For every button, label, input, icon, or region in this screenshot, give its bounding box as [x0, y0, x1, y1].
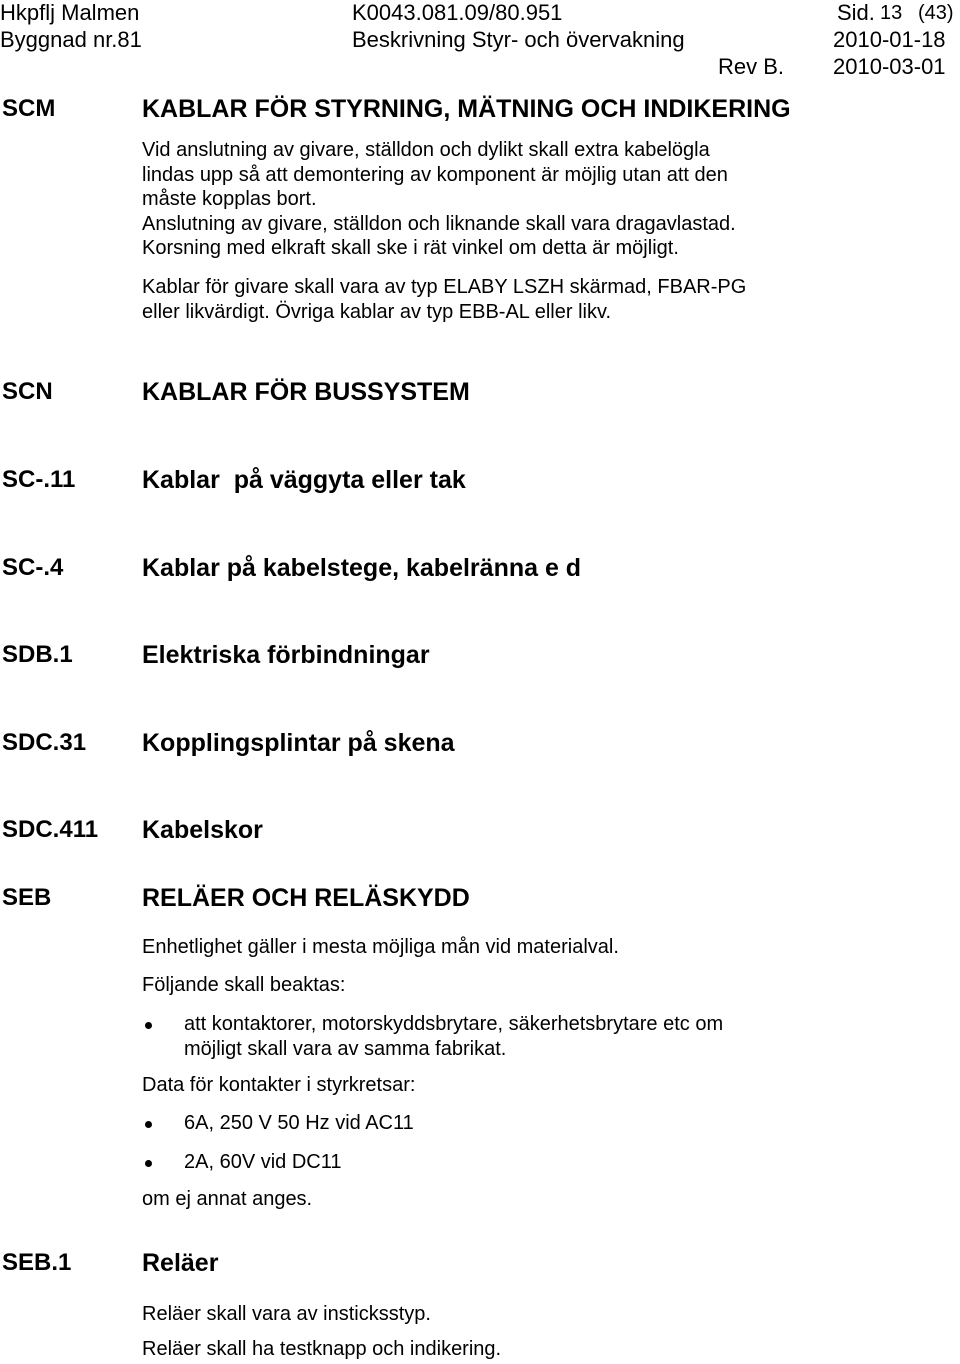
bullet-icon	[145, 1160, 152, 1167]
section-code: SEB.1	[2, 1249, 72, 1276]
paragraph-line: måste kopplas bort.	[142, 188, 317, 210]
paragraph-line: Korsning med elkraft skall ske i rät vinkel om detta är möjligt.	[142, 237, 679, 259]
section-code: SCM	[2, 95, 56, 122]
header-date: 2010-01-18	[833, 27, 946, 52]
bullet-line: att kontaktorer, motorskyddsbrytare, säkerhetsbrytare etc om	[184, 1013, 724, 1035]
header-page-label: Sid.	[837, 0, 875, 25]
bullet-line: 6A, 250 V 50 Hz vid AC11	[184, 1112, 414, 1134]
section-title: KABLAR FÖR BUSSYSTEM	[142, 378, 470, 406]
bullet-line: 2A, 60V vid DC11	[184, 1151, 342, 1173]
section-title: Kablar på kabelstege, kabelränna e d	[142, 554, 582, 582]
header-rev-label: Rev B.	[718, 54, 785, 79]
header-doc-title: Beskrivning Styr- och övervakning	[352, 27, 685, 52]
header-org: Hkpflj Malmen	[0, 0, 140, 25]
section-title: Reläer	[142, 1249, 219, 1277]
paragraph-line: eller likvärdigt. Övriga kablar av typ EBB-AL eller likv.	[142, 301, 612, 323]
paragraph-line: Vid anslutning av givare, ställdon och dylikt skall extra kabelögla	[142, 139, 710, 161]
bullet-line: möjligt skall vara av samma fabrikat.	[184, 1038, 507, 1060]
bullet-icon	[145, 1121, 152, 1128]
paragraph-line: Kablar för givare skall vara av typ ELABY LSZH skärmad, FBAR-PG	[142, 276, 747, 298]
paragraph-line: lindas upp så att demontering av komponent är möjlig utan att den	[142, 164, 728, 186]
header-page-number: 13	[880, 2, 903, 24]
section-title: Kablar på väggyta eller tak	[142, 466, 466, 494]
paragraph-line: Följande skall beaktas:	[142, 974, 346, 996]
paragraph-line: Reläer skall vara av insticksstyp.	[142, 1303, 431, 1325]
section-code: SC-.11	[2, 466, 76, 493]
header-page-total: (43)	[918, 2, 954, 24]
paragraph-line: Enhetlighet gäller i mesta möjliga mån vid materialval.	[142, 936, 619, 958]
section-code: SDB.1	[2, 641, 73, 668]
section-code: SCN	[2, 378, 53, 405]
section-title: Elektriska förbindningar	[142, 641, 430, 669]
section-code: SC-.4	[2, 554, 64, 581]
paragraph-line: om ej annat anges.	[142, 1188, 313, 1210]
paragraph-line: Anslutning av givare, ställdon och liknande skall vara dragavlastad.	[142, 213, 736, 235]
bullet-icon	[145, 1022, 152, 1029]
section-title: RELÄER OCH RELÄSKYDD	[142, 884, 470, 912]
section-code: SDC.31	[2, 729, 87, 756]
section-code: SEB	[2, 884, 52, 911]
paragraph-line: Reläer skall ha testknapp och indikering.	[142, 1338, 502, 1360]
section-title: Kabelskor	[142, 816, 263, 844]
section-code: SDC.411	[2, 816, 99, 843]
paragraph-line: Data för kontakter i styrkretsar:	[142, 1074, 416, 1096]
section-title: KABLAR FÖR STYRNING, MÄTNING OCH INDIKERING	[142, 95, 791, 123]
header-building: Byggnad nr.81	[0, 27, 142, 52]
section-title: Kopplingsplintar på skena	[142, 729, 455, 757]
header-doc-number: K0043.081.09/80.951	[352, 0, 563, 25]
header-rev-date: 2010-03-01	[833, 54, 946, 79]
